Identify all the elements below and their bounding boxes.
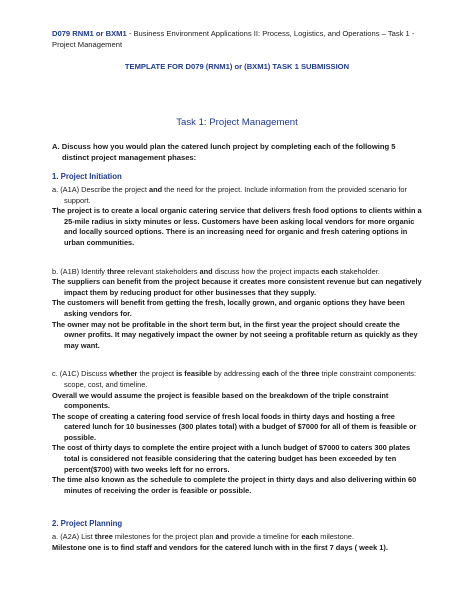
spacer <box>52 496 422 510</box>
prompt-a1c: c. (A1C) Discuss whether the project is feasible by addressing each of the three triple constraint components: scope, cost, and timeline. <box>52 369 417 389</box>
header-text: - Business Environment Applications II: Process, Logistics, and Operations – Task 1 - Project Management <box>52 29 415 49</box>
prompt-a1a: a. (A1A) Describe the project and the need for the project. Include information from the provided scenario for support. <box>52 185 407 205</box>
task-title: Task 1: Project Management <box>176 117 298 128</box>
course-code: D079 RNM1 or BXM1 <box>52 29 127 38</box>
section-project-initiation: 1. Project Initiation <box>52 172 122 181</box>
answer-a1b-1: The suppliers can benefit from the project because it creates more consistent revenue but can negatively impact them by reducing product for other businesses that they supply. <box>52 277 422 297</box>
answer-a1c-3: The cost of thirty days to complete the entire project with a lunch budget of $7000 to caters 300 plates total is considered not feasible considering that the catering budget has been exceeded by ten percent($700) with two weeks left for no errors. <box>52 443 411 474</box>
document-header <box>52 28 422 50</box>
spacer <box>52 249 422 263</box>
answer-a1c-1: Overall we would assume the project is feasible based on the breakdown of the triple constraint components. <box>52 390 389 411</box>
answer-a1a: The project is to create a local organic catering service that delivers fresh food options to clients within a 25-mile radius in sixty minutes or less. Customers have been asking local vendors for more organic and locally sourced options. There is an increasing need for organic and fresh catering options in urban communities. <box>52 206 422 247</box>
template-title: TEMPLATE FOR D079 (RNM1) or (BXM1) TASK 1 SUBMISSION <box>124 62 350 71</box>
spacer <box>52 351 422 365</box>
section-project-planning: 2. Project Planning <box>52 519 123 529</box>
answer-a1b-3: The owner may not be profitable in the short term but, in the first year the project should create the owner profits. It may negatively impact the owner by not seeing a profitable return as quickly as they may want. <box>52 319 418 350</box>
answer-a2a: Milestone one is to find staff and vendors for the catered lunch with in the first 7 days ( week 1). <box>52 543 388 553</box>
question-a: A. Discuss how you would plan the catered lunch project by completing each of the following 5 distinct project management phases: <box>52 142 396 162</box>
answer-a1c-2: The scope of creating a catering food service of fresh local foods in thirty days and hosting a free catered lunch for 10 businesses (300 plates total) with a budget of $7000 for all of them is feasible or possible. <box>52 411 417 442</box>
prompt-a1b: b. (A1B) Identify three relevant stakeholders and discuss how the project impacts each stakeholder. <box>52 266 380 276</box>
answer-a1c-4: The time also known as the schedule to complete the project in thirty days and also delivering within 60 minutes of receiving the order is feasible or possible. <box>52 475 417 495</box>
answer-a1b-2: The customers will benefit from getting the fresh, locally grown, and organic options they have been asking vendors for. <box>52 298 405 318</box>
prompt-a2a: a. (A2A) List three milestones for the project plan and provide a timeline for each milestone. <box>52 532 354 542</box>
